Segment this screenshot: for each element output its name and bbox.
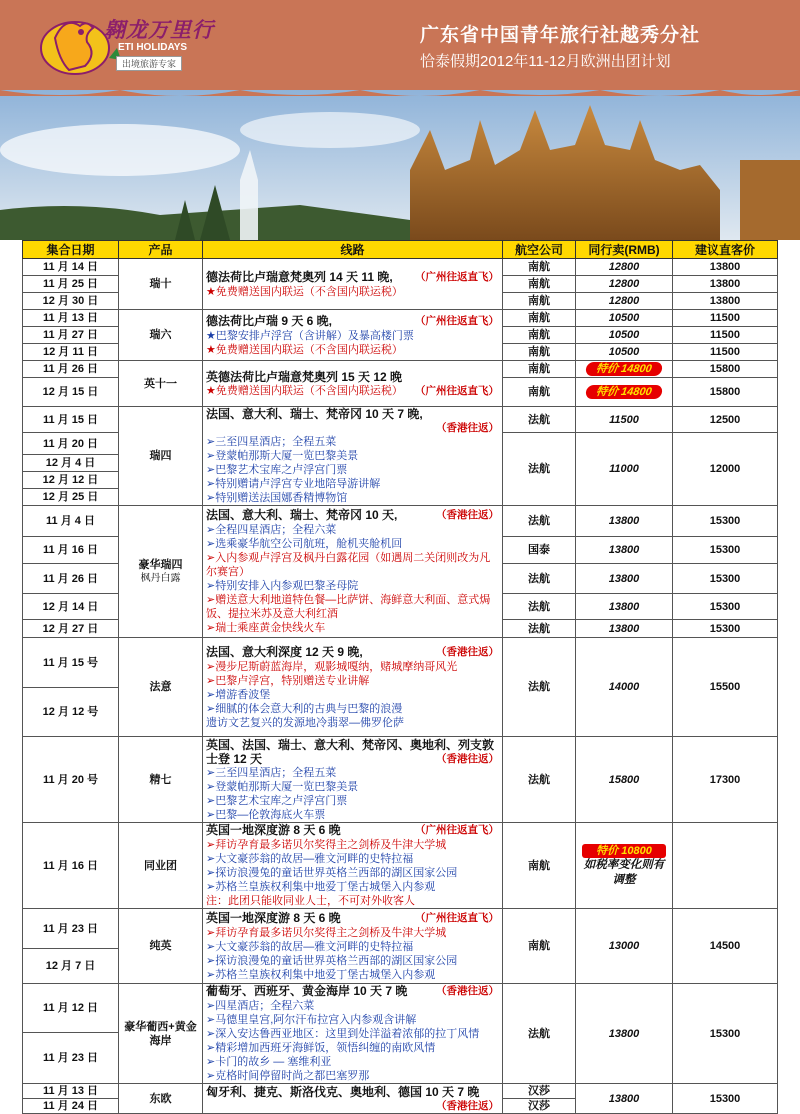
airline-cell: 南航 [503,361,576,378]
date-cell: 12 月 30 日 [23,293,119,310]
airline-cell: 南航 [503,344,576,361]
page-header [0,0,800,240]
airline-cell: 法航 [503,737,576,823]
retail-price-cell: 15300 [673,564,778,594]
route-title: 匈牙利、捷克、斯洛伐克、奥地利、德国 10 天 7 晚 [206,1084,480,1099]
airline-cell: 国泰 [503,537,576,564]
page-title: 广东省中国青年旅行社越秀分社 [420,25,701,46]
date-cell: 11 月 15 日 [23,407,119,433]
special-price-badge: 特价 14800 [585,362,663,376]
airline-cell: 南航 [503,293,576,310]
product-subtitle: 枫丹白露 [140,572,181,584]
airline-cell: 法航 [503,433,576,506]
date-cell: 11 月 26 日 [23,361,119,378]
route-feature: ➢四星酒店；全程六菜 [206,1000,315,1012]
table-row [23,361,778,378]
trade-price-cell: 13000 [576,909,673,984]
trade-price-cell [576,361,673,378]
trade-price-cell: 13800 [576,594,673,620]
retail-price-cell: 15300 [673,506,778,537]
route-title: 英国一地深度游 8 天 6 晚 [206,910,341,925]
route-feature: ➢特别安排入内参观巴黎圣母院 [206,580,359,592]
route-tag: （广州往返直飞） [415,824,499,836]
date-cell: 11 月 16 日 [23,537,119,564]
retail-price-cell: 15800 [673,378,778,407]
date-cell: 11 月 20 日 [23,433,119,455]
trade-price-cell [576,378,673,407]
route-feature: ➢增游香波堡 [206,688,271,701]
airline-cell: 法航 [503,594,576,620]
retail-price-cell: 13800 [673,259,778,276]
product-cell: 法意 [119,638,203,737]
route-title: 德法荷比卢瑞 9 天 6 晚, [206,313,333,328]
col-trade-price: 同行卖(RMB) [576,241,673,259]
date-cell: 12 月 12 日 [23,472,119,489]
route-feature: ➢马德里皇宫,阿尔汗布拉宫入内参观含讲解 [206,1014,417,1026]
trade-price-cell: 11500 [576,407,673,433]
route-title: 英国、法国、瑞士、意大利、梵帝冈、奥地利、列支敦士登 12 天 [206,737,495,766]
retail-price-cell: 13800 [673,293,778,310]
trade-price-cell: 15800 [576,737,673,823]
product-cell: 同业团 [119,823,203,909]
table-row [23,259,778,276]
col-route: 线路 [203,241,503,259]
trade-price-cell: 10500 [576,344,673,361]
trade-price-cell: 10500 [576,327,673,344]
col-date: 集合日期 [23,241,119,259]
route-cell [203,823,503,909]
date-cell: 11 月 26 日 [23,564,119,594]
route-cell [203,984,503,1084]
route-feature: 遗访文艺复兴的发源地冷翡翠—佛罗伦萨 [206,716,404,729]
route-feature: ➢大文豪莎翁的故居—雅文河畔的史特拉福 [206,853,414,865]
table-row [23,1084,778,1099]
route-feature: ➢精彩增加西班牙海鲜饭，领悟纠缠的南欧风情 [206,1042,436,1054]
date-cell: 11 月 14 日 [23,259,119,276]
route-feature: ➢苏格兰皇族权利集中地爱丁堡古城堡入内参观 [206,968,436,981]
route-feature: ➢全程四星酒店；全程六菜 [206,524,337,536]
table-row [23,638,778,688]
airline-cell: 汉莎 [503,1099,576,1114]
date-cell: 11 月 15 号 [23,638,119,688]
date-cell: 11 月 27 日 [23,327,119,344]
route-cell [203,506,503,638]
table-row [23,737,778,823]
date-cell: 11 月 16 日 [23,823,119,909]
logo-tag: 出境旅游专家 [116,56,182,71]
trade-price-cell: 13800 [576,620,673,638]
product-cell [119,506,203,638]
route-feature: ★免费赠送国内联运（不含国内联运税） [206,384,403,397]
trade-price-cell: 11000 [576,433,673,506]
table-row [23,407,778,433]
product-cell: 瑞六 [119,310,203,361]
retail-price-cell: 15500 [673,638,778,737]
route-cell [203,909,503,984]
route-title: 葡萄牙、西班牙、黄金海岸 10 天 7 晚 [206,984,408,998]
trade-price-cell: 13800 [576,506,673,537]
route-cell [203,638,503,737]
table-row [23,506,778,537]
date-cell: 12 月 25 日 [23,489,119,506]
route-feature: ➢瑞士乘座黄金快线火车 [206,622,326,634]
route-feature: ➢巴黎—伦敦海底火车票 [206,808,326,821]
date-cell: 11 月 12 日 [23,984,119,1033]
col-retail-price: 建议直客价 [673,241,778,259]
route-tag: （香港往返） [436,645,499,658]
date-cell: 12 月 4 日 [23,455,119,472]
route-feature: ★免费赠送国内联运（不含国内联运税） [206,285,403,298]
retail-price-cell: 15300 [673,984,778,1084]
route-note: 注：此团只能收同业人士，不可对外收客人 [206,895,415,907]
trade-price-cell: 13800 [576,564,673,594]
route-feature: ➢拜访孕育最多诺贝尔奖得主之剑桥及牛津大学城 [206,926,447,939]
route-tag: （广州往返直飞） [415,911,499,924]
airline-cell: 法航 [503,984,576,1084]
retail-price-cell: 15300 [673,1084,778,1114]
route-feature: ➢三至四星酒店；全程五菜 [206,436,337,448]
route-feature: ➢苏格兰皇族权利集中地爱丁堡古城堡入内参观 [206,881,436,893]
route-tag: （香港往返） [436,1099,499,1112]
route-title: 法国、意大利、瑞士、梵帝冈 10 天, [206,508,398,522]
route-feature: ➢大文豪莎翁的故居—雅文河畔的史特拉福 [206,940,414,953]
route-tag: （广州往返直飞） [415,384,499,397]
route-cell [203,310,503,361]
airline-cell: 南航 [503,378,576,407]
airline-cell: 南航 [503,259,576,276]
route-feature: ➢拜访孕育最多诺贝尔奖得主之剑桥及牛津大学城 [206,839,447,851]
date-cell: 12 月 12 号 [23,688,119,737]
date-cell: 11 月 24 日 [23,1099,119,1114]
route-feature: ➢巴黎艺术宝库之卢浮宫门票 [206,464,348,476]
airline-cell: 法航 [503,620,576,638]
retail-price-cell: 12000 [673,433,778,506]
route-title: 德法荷比卢瑞意梵奥列 14 天 11 晚, [206,269,393,284]
route-tag: （香港往返） [436,985,499,997]
product-cell: 纯英 [119,909,203,984]
trade-price-cell: 13800 [576,1084,673,1114]
date-cell: 11 月 23 日 [23,909,119,949]
airline-cell: 南航 [503,909,576,984]
trade-price-cell: 14000 [576,638,673,737]
route-feature: ➢卡门的故乡 — 塞维利亚 [206,1056,332,1068]
airline-cell: 南航 [503,327,576,344]
date-cell: 11 月 20 号 [23,737,119,823]
product-cell: 豪华葡西+黄金海岸 [119,984,203,1084]
logo-text: 翱龙万里行 [104,19,214,42]
route-feature: ➢细腻的体会意大利的古典与巴黎的浪漫 [206,702,403,715]
route-feature: ➢深入安达鲁西亚地区：这里到处洋溢着浓郁的拉丁风情 [206,1028,480,1040]
retail-price-cell: 11500 [673,344,778,361]
airline-cell: 南航 [503,310,576,327]
product-cell: 精七 [119,737,203,823]
route-cell [203,737,503,823]
trade-price-cell [576,823,673,909]
airline-cell: 法航 [503,407,576,433]
route-feature: ➢赠送意大利地道特色餐—比萨饼、海鲜意大利面、意式焗饭、提拉米苏及意大利红酒 [206,594,491,620]
route-tag: （广州往返直飞） [415,314,499,327]
route-feature: ★免费赠送国内联运（不含国内联运税） [206,343,403,356]
route-feature: ➢克格时间停留时尚之都巴塞罗那 [206,1070,370,1082]
trade-price-cell: 10500 [576,310,673,327]
trade-price-cell: 12800 [576,259,673,276]
date-cell: 11 月 4 日 [23,506,119,537]
schedule-table [22,240,778,1114]
route-title: 法国、意大利、瑞士、梵帝冈 10 天 7 晚, [206,407,423,421]
route-tag-line [206,421,499,435]
route-feature: ★巴黎安排卢浮宫（含讲解）及暴高楼门票 [206,329,414,342]
route-feature: ➢探访浪漫兔的童话世界英格兰西部的湖区国家公园 [206,954,458,967]
trade-price-cell: 12800 [576,293,673,310]
product-cell: 瑞十 [119,259,203,310]
date-cell: 12 月 15 日 [23,378,119,407]
retail-price-cell: 11500 [673,310,778,327]
date-cell: 12 月 11 日 [23,344,119,361]
airline-cell: 南航 [503,276,576,293]
route-title: 法国、意大利深度 12 天 9 晚, [206,644,363,659]
route-feature: ➢巴黎艺术宝库之卢浮宫门票 [206,794,348,807]
product-cell: 瑞四 [119,407,203,506]
route-cell [203,407,503,506]
route-feature: ➢登蒙帕那斯大厦一览巴黎美景 [206,450,359,462]
retail-price-cell: 14500 [673,909,778,984]
route-feature: ➢巴黎卢浮宫，特别赠送专业讲解 [206,674,370,687]
route-tag: （香港往返） [436,422,499,434]
date-cell: 11 月 13 日 [23,310,119,327]
product-cell: 英十一 [119,361,203,407]
table-row [23,984,778,1033]
header-row [23,241,778,259]
retail-price-cell: 13800 [673,276,778,293]
retail-price-cell: 15300 [673,620,778,638]
retail-price-cell: 12500 [673,407,778,433]
trade-price-cell: 12800 [576,276,673,293]
date-cell: 11 月 23 日 [23,1032,119,1083]
route-feature: ➢特别赠请卢浮宫专业地陪导游讲解 [206,478,381,490]
airline-cell: 法航 [503,564,576,594]
retail-price-cell: 15300 [673,594,778,620]
col-airline: 航空公司 [503,241,576,259]
page-subtitle: 恰泰假期2012年11-12月欧洲出团计划 [420,53,671,70]
airline-cell: 汉莎 [503,1084,576,1099]
route-tag: （香港往返） [436,752,499,765]
trade-price-cell: 13800 [576,537,673,564]
price-note: 如税率变化则有调整 [583,858,665,886]
retail-price-cell: 15800 [673,361,778,378]
route-title: 英德法荷比卢瑞意梵奥列 15 天 12 晚 [206,369,403,384]
special-price-badge: 特价 14800 [585,385,663,399]
retail-price-cell: 17300 [673,737,778,823]
special-price-badge: 特价 10800 [582,844,666,858]
route-feature: ➢漫步尼斯蔚蓝海岸，观影城嘎纳，赌城摩纳哥风光 [206,660,458,673]
product-cell: 东欧 [119,1084,203,1114]
airline-cell: 法航 [503,506,576,537]
route-feature: ➢特别赠送法国娜香精博物馆 [206,492,348,504]
route-cell [203,259,503,310]
route-feature: ➢选乘豪华航空公司航班，舱机夹舱机回 [206,538,403,550]
date-cell: 12 月 27 日 [23,620,119,638]
table-row [23,310,778,327]
retail-price-cell [673,823,778,909]
logo-en: ETI HOLIDAYS [118,42,188,53]
cathedral-photo [0,90,800,240]
route-tag: （广州往返直飞） [415,270,499,283]
col-product: 产品 [119,241,203,259]
route-cell [203,1084,503,1114]
trade-price-cell: 13800 [576,984,673,1084]
product-name: 豪华瑞四 [138,558,183,571]
route-feature: ➢入内参观卢浮宫及枫丹白露花园（如遇周二关闭则改为凡尔赛宫） [206,552,491,578]
airline-cell: 南航 [503,823,576,909]
route-cell [203,361,503,407]
table-row [23,823,778,909]
retail-price-cell: 11500 [673,327,778,344]
route-title: 英国一地深度游 8 天 6 晚 [206,823,341,837]
table-row [23,909,778,949]
date-cell: 12 月 7 日 [23,949,119,984]
date-cell: 11 月 13 日 [23,1084,119,1099]
route-tag: （香港往返） [436,509,499,521]
route-feature: ➢三至四星酒店；全程五菜 [206,766,337,779]
retail-price-cell: 15300 [673,537,778,564]
date-cell: 12 月 14 日 [23,594,119,620]
date-cell: 11 月 25 日 [23,276,119,293]
route-feature: ➢探访浪漫兔的童话世界英格兰西部的湖区国家公园 [206,867,458,879]
route-feature: ➢登蒙帕那斯大厦一览巴黎美景 [206,780,359,793]
airline-cell: 法航 [503,638,576,737]
